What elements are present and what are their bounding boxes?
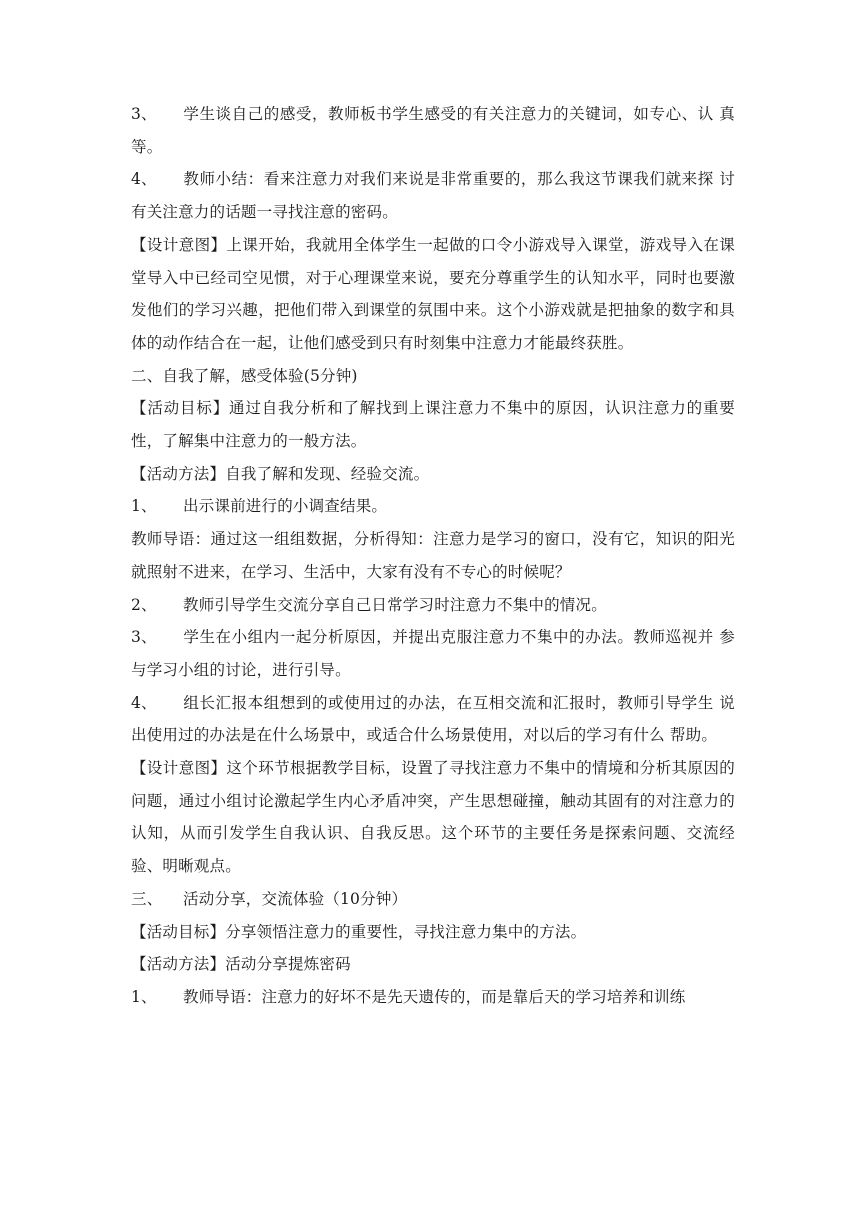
paragraph-text: 学生谈自己的感受，教师板书学生感受的有关注意力的关键词，如专心、认 真等。 (131, 105, 735, 156)
document-body (131, 98, 735, 1014)
paragraph-text: 教师导语：注意力的好坏不是先天遗传的，而是靠后天的学习培养和训练 (183, 987, 686, 1006)
paragraph-text: 教师小结：看来注意力对我们来说是非常重要的，那么我这节课我们就来探 讨有关注意力的话题一寻找注意的密码。 (131, 170, 735, 222)
paragraph-text: 教师引导学生交流分享自己日常学习时注意力不集中的情况。 (183, 595, 607, 614)
paragraph-step-3b (131, 621, 735, 686)
paragraph-design-intent-2 (131, 752, 735, 883)
paragraph-step-4b (131, 687, 735, 752)
paragraph-teacher-intro (131, 523, 735, 588)
paragraph-step-1 (131, 490, 735, 523)
paragraph-number: 2、 (131, 595, 157, 614)
paragraph-text: 组长汇报本组想到的或使用过的办法，在互相交流和汇报时，教师引导学生 说出使用过的办法是在什么场景中，或适合什么场景使用，对以后的学习有什么 帮助。 (131, 693, 735, 745)
paragraph-number: 4、 (131, 693, 157, 712)
paragraph-text: 【活动方法】自我了解和发现、经验交流。 (131, 464, 430, 483)
paragraph-text: 【活动目标】分享领悟注意力的重要性，寻找注意力集中的方法。 (131, 922, 587, 941)
paragraph-number: 3、 (131, 628, 157, 647)
paragraph-design-intent-1 (131, 229, 735, 360)
section-heading-3 (131, 883, 735, 916)
paragraph-step-4 (131, 163, 735, 228)
paragraph-text: 【活动目标】通过自我分析和了解找到上课注意力不集中的原因，认识注意力的重要性，了解集中注意力的一般方法。 (131, 399, 735, 451)
paragraph-step-1b (131, 981, 735, 1014)
paragraph-text: 【设计意图】上课开始，我就用全体学生一起做的口令小游戏导入课堂，游戏导入在课堂导入中已经司空见惯，对于心理课堂来说，要充分尊重学生的认知水平，同时也要激发他们的学习兴趣，把他们带入到课堂的氛围中来。这个小游戏就是把抽象的数字和具体的动作结合在一起，让他们感受到只有时刻集中注意力才能最终获胜。 (131, 235, 735, 352)
section-title: 活动分享，交流体验（10分钟） (183, 889, 408, 908)
paragraph-activity-method-2 (131, 948, 735, 981)
paragraph-activity-goal-1 (131, 392, 735, 457)
paragraph-text: 教师导语：通过这一组组数据，分析得知：注意力是学习的窗口，没有它，知识的阳光就照射不进来，在学习、生活中，大家有没有不专心的时候呢？ (131, 530, 735, 581)
paragraph-text: 学生在小组内一起分析原因，并提出克服注意力不集中的办法。教师巡视并 参与学习小组的讨论，进行引导。 (131, 628, 735, 679)
section-number: 三、 (131, 889, 163, 908)
paragraph-activity-goal-2 (131, 916, 735, 949)
paragraph-text: 出示课前进行的小调查结果。 (183, 497, 388, 516)
section-title: 二、自我了解，感受体验(5分钟) (131, 366, 358, 385)
paragraph-number: 3、 (131, 105, 157, 123)
paragraph-number: 4、 (131, 170, 157, 189)
paragraph-text: 【活动方法】活动分享提炼密码 (131, 955, 351, 974)
section-heading-2 (131, 360, 735, 393)
paragraph-text: 【设计意图】这个环节根据教学目标，设置了寻找注意力不集中的情境和分析其原因的问题，通过小组讨论激起学生内心矛盾冲突，产生思想碰撞，触动其固有的对注意力的认知，从而引发学生自我认识、自我反思。这个环节的主要任务是探索问题、交流经验、明晰观点。 (131, 759, 735, 876)
paragraph-number: 1、 (131, 987, 157, 1006)
paragraph-activity-method-1 (131, 458, 735, 491)
paragraph-step-2 (131, 589, 735, 622)
paragraph-step-3 (131, 98, 735, 163)
paragraph-number: 1、 (131, 497, 157, 516)
